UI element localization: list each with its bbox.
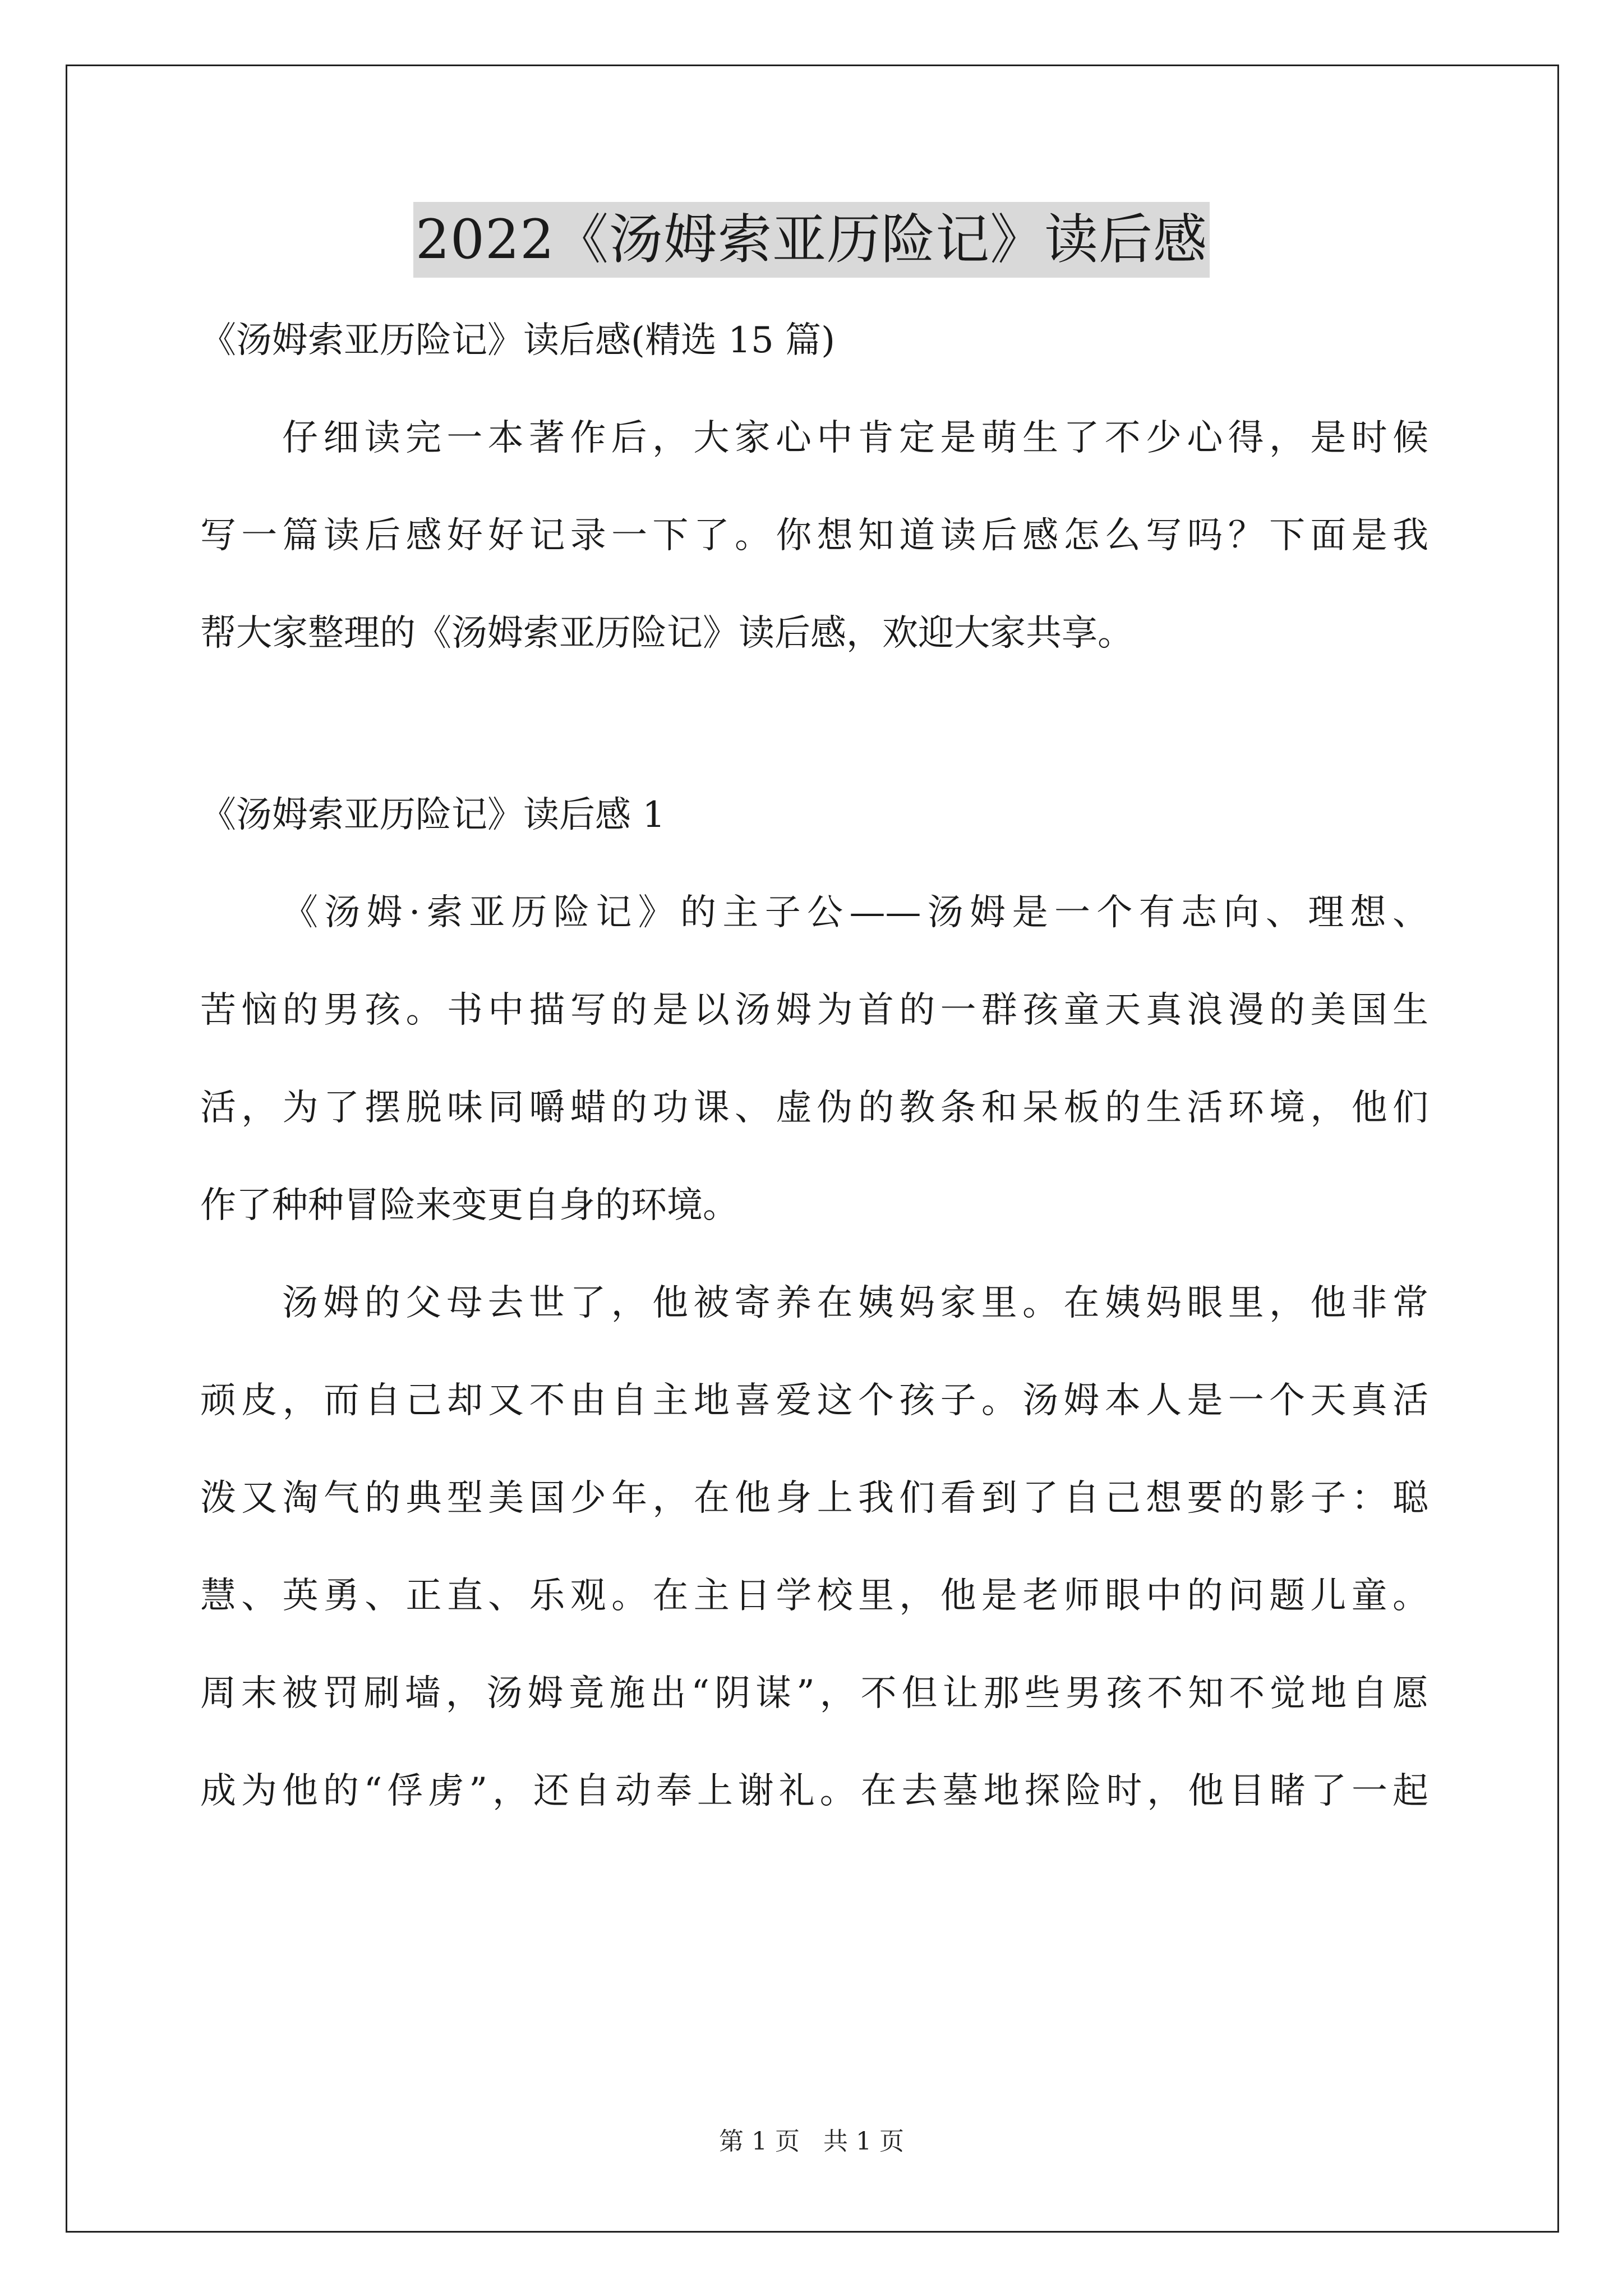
paragraph-1 [200, 864, 1428, 1254]
paragraph-line: 活，为了摆脱味同嚼蜡的功课、虚伪的教条和呆板的生活环境，他们 [200, 1087, 1428, 1129]
intro-line: 写一篇读后感好好记录一下了。你想知道读后感怎么写吗？下面是我 [200, 515, 1428, 556]
paragraph-line: 《汤姆·索亚历险记》的主子公——汤姆是一个有志向、理想、 [282, 892, 1428, 933]
document-subtitle: 《汤姆索亚历险记》读后感(精选 15 篇) [200, 320, 836, 361]
page-total: 共 1 页 [823, 2127, 904, 2156]
paragraph-2 [200, 1254, 1428, 1840]
paragraph-line: 泼又淘气的典型美国少年，在他身上我们看到了自己想要的影子：聪 [200, 1478, 1428, 1519]
intro-line: 仔细读完一本著作后，大家心中肯定是萌生了不少心得，是时候 [282, 417, 1428, 459]
section-heading: 《汤姆索亚历险记》读后感 1 [200, 794, 666, 836]
paragraph-line: 成为他的“俘虏”，还自动奉上谢礼。在去墓地探险时，他目睹了一起 [200, 1770, 1428, 1812]
title-container [0, 202, 1623, 278]
page-footer [0, 2125, 1623, 2159]
intro-line: 帮大家整理的《汤姆索亚历险记》读后感，欢迎大家共享。 [200, 613, 1133, 654]
paragraph-line: 顽皮，而自己却又不由自主地喜爱这个孩子。汤姆本人是一个天真活 [200, 1380, 1428, 1421]
paragraph-line: 作了种种冒险来变更自身的环境。 [200, 1185, 739, 1226]
page-number: 第 1 页 [719, 2127, 800, 2156]
paragraph-line: 周末被罚刷墙，汤姆竟施出“阴谋”，不但让那些男孩不知不觉地自愿 [200, 1673, 1428, 1714]
intro-paragraph [200, 389, 1428, 682]
paragraph-line: 汤姆的父母去世了，他被寄养在姨妈家里。在姨妈眼里，他非常 [282, 1282, 1428, 1324]
paragraph-line: 苦恼的男孩。书中描写的是以汤姆为首的一群孩童天真浪漫的美国生 [200, 990, 1428, 1031]
document-title: 2022《汤姆索亚历险记》读后感 [413, 202, 1210, 278]
section-spacer [200, 682, 1428, 766]
paragraph-line: 慧、英勇、正直、乐观。在主日学校里，他是老师眼中的问题儿童。 [200, 1575, 1428, 1617]
document-body [200, 292, 1428, 1840]
